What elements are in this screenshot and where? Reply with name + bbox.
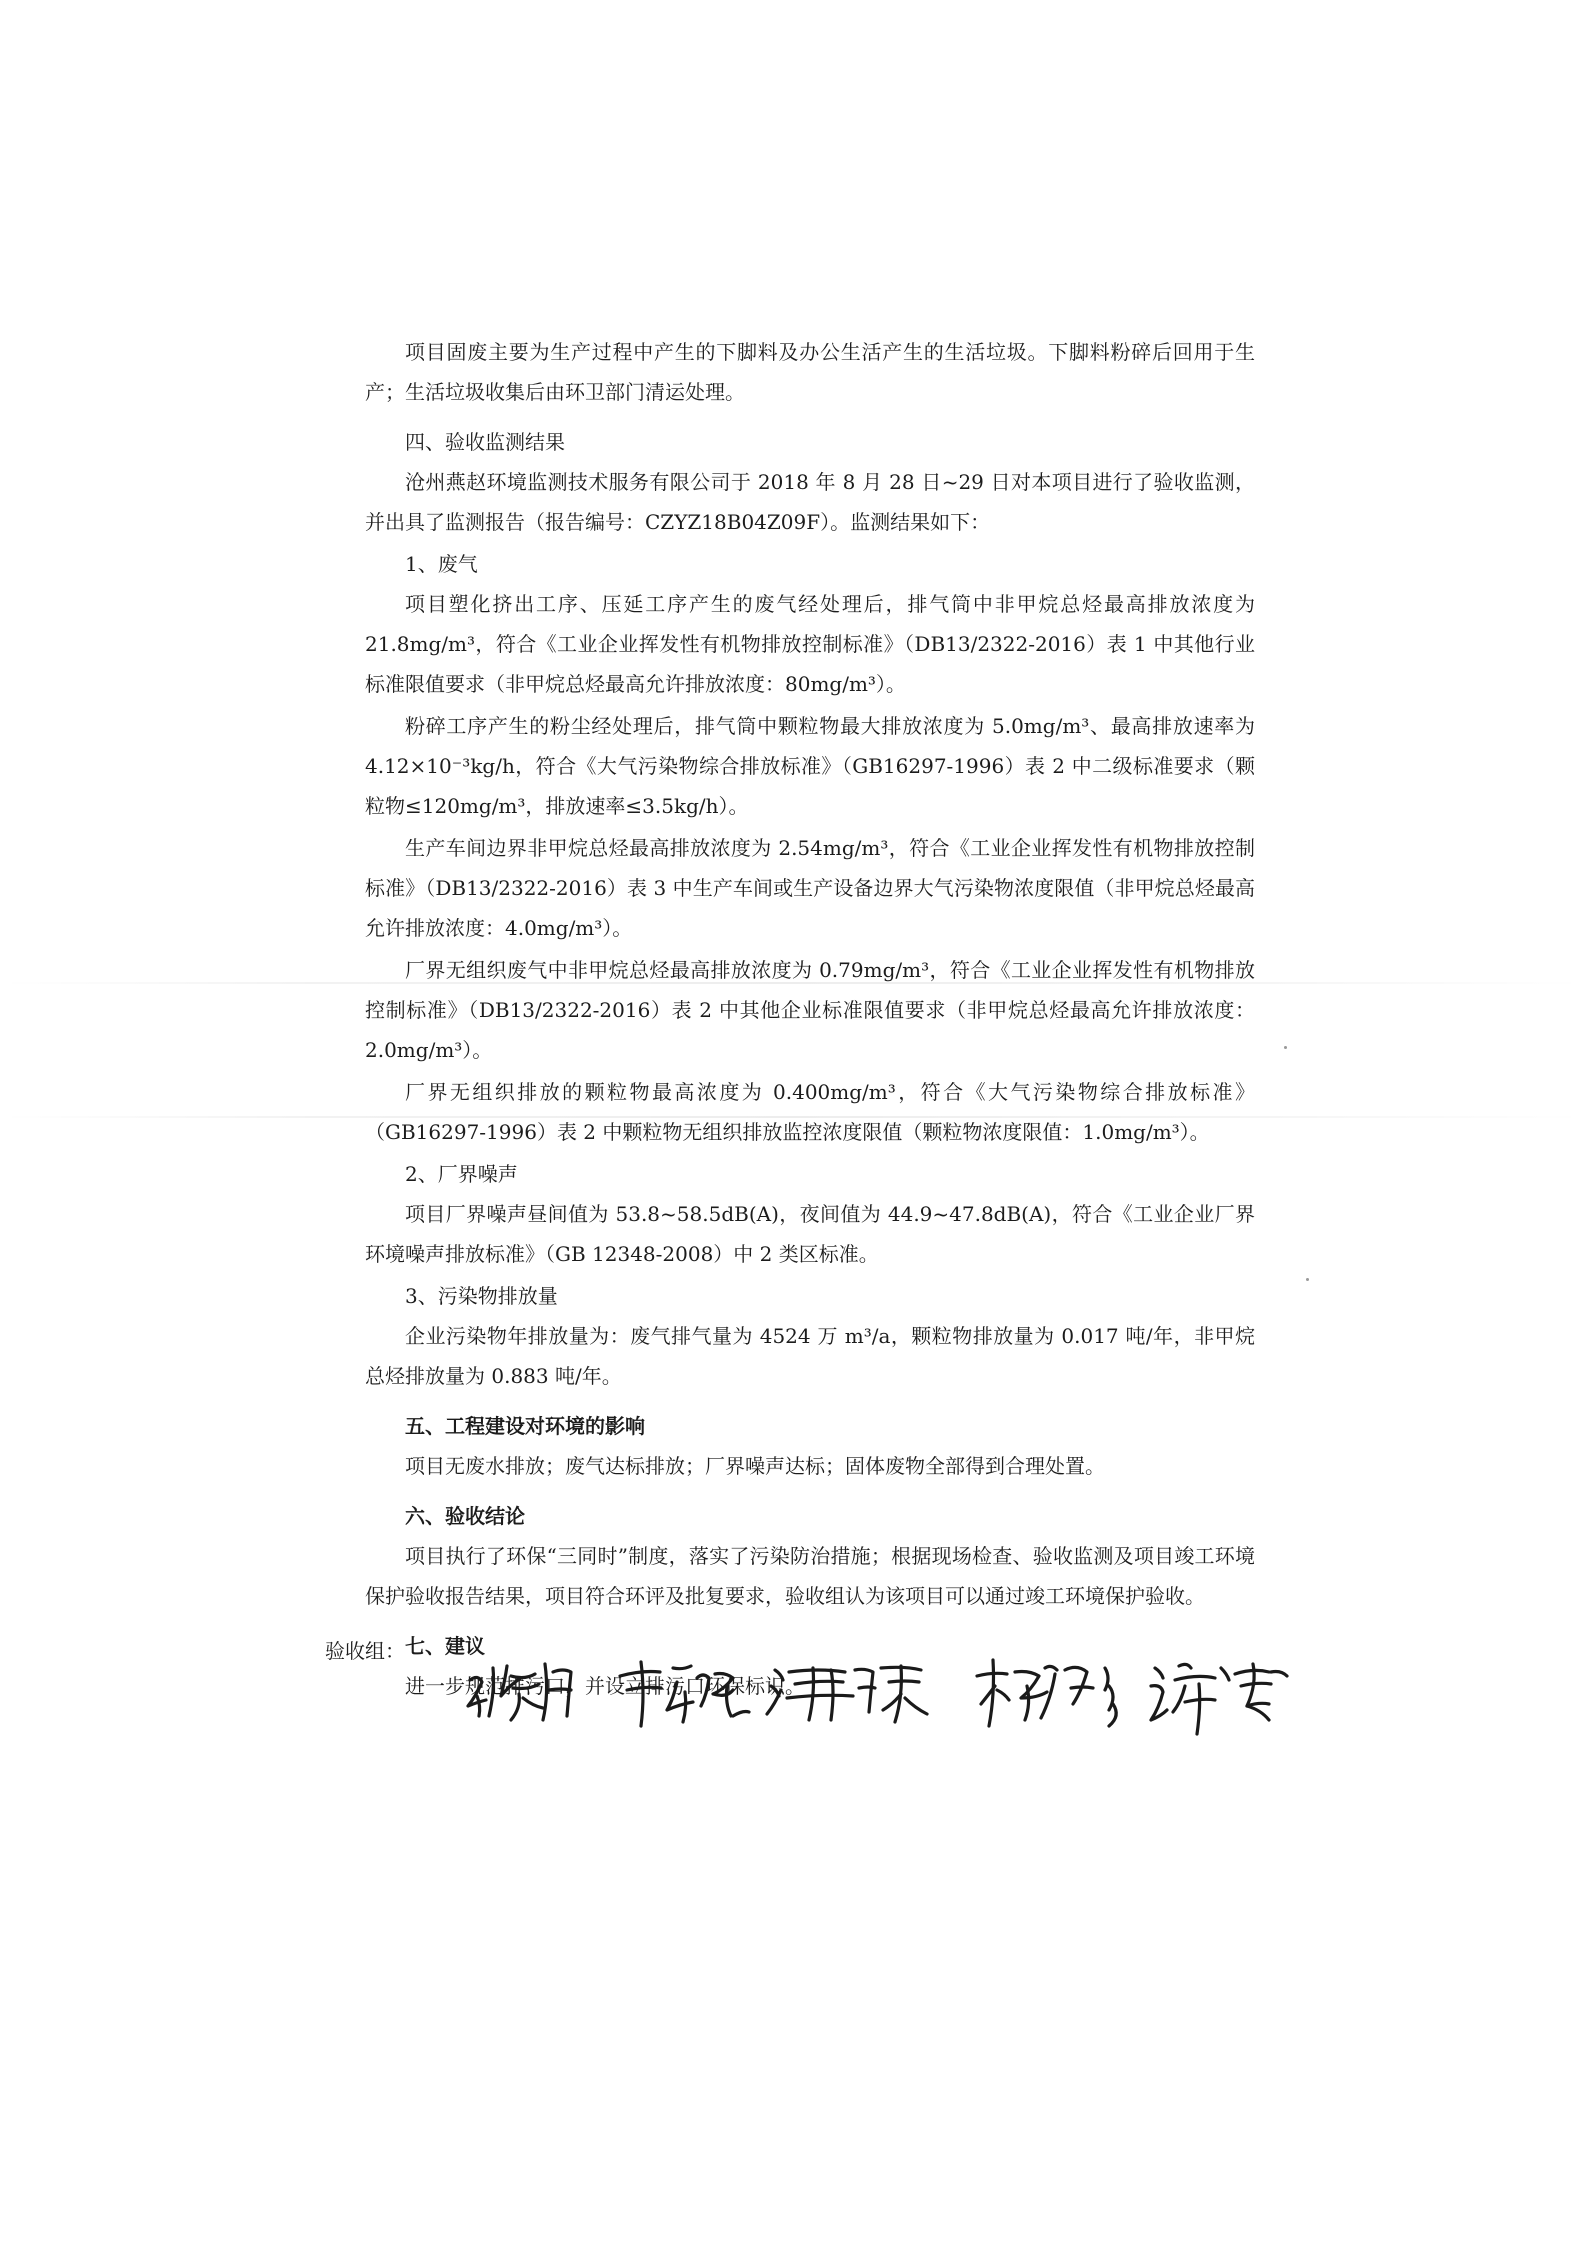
acceptance-group-label: 验收组： [325, 1639, 405, 1663]
section-heading-suggestions: 七、建议 [405, 1634, 485, 1658]
signature-row [325, 1628, 1225, 1738]
paragraph-fugitive-particulate: 厂界无组织排放的颗粒物最高浓度为 0.400mg/m³，符合《大气污染物综合排放标准》（GB16297-1996）表 2 中颗粒物无组织排放监控浓度限值（颗粒物浓度限值：1.0mg/m³）。 [365, 1080, 1255, 1144]
paragraph-conclusion: 项目执行了环保“三同时”制度，落实了污染防治措施；根据现场检查、验收监测及项目竣工环境保护验收报告结果，项目符合环评及批复要求，验收组认为该项目可以通过竣工环境保护验收。 [365, 1544, 1255, 1608]
paragraph-fugitive-nmhc: 厂界无组织废气中非甲烷总烃最高排放浓度为 0.79mg/m³，符合《工业企业挥发性有机物排放控制标准》（DB13/2322-2016）表 2 中其他企业标准限值要求（非甲烷总烃最高允许排放浓度：2.0mg/m³）。 [365, 958, 1255, 1062]
handwritten-signatures [415, 1628, 1295, 1738]
signature-4 [977, 1660, 1116, 1726]
paragraph-waste-gas-dust: 粉碎工序产生的粉尘经处理后，排气筒中颗粒物最大排放浓度为 5.0mg/m³、最高排放速率为 4.12×10⁻³kg/h，符合《大气污染物综合排放标准》（GB16297-1996）表 2 中二级标准要求（颗粒物≤120mg/m³，排放速率≤3.5kg/h）。 [365, 714, 1255, 818]
subheading-boundary-noise: 2、厂界噪声 [405, 1162, 518, 1186]
document-body [365, 332, 1255, 1708]
paragraph-noise-results: 项目厂界噪声昼间值为 53.8~58.5dB(A)，夜间值为 44.9~47.8dB(A)，符合《工业企业厂界环境噪声排放标准》（GB 12348-2008）中 2 类区标准。 [365, 1202, 1255, 1266]
section-heading-monitoring-results: 四、验收监测结果 [405, 430, 565, 454]
signature-3 [767, 1666, 927, 1722]
paragraph-monitoring-intro: 沧州燕赵环境监测技术服务有限公司于 2018 年 8 月 28 日~29 日对本项目进行了验收监测，并出具了监测报告（报告编号：CZYZ18B04Z09F）。监测结果如下： [365, 470, 1255, 534]
signature-1 [468, 1664, 571, 1720]
scan-speck [1284, 1046, 1287, 1049]
paragraph-waste-gas-extrusion: 项目塑化挤出工序、压延工序产生的废气经处理后，排气筒中非甲烷总烃最高排放浓度为 21.8mg/m³，符合《工业企业挥发性有机物排放控制标准》（DB13/2322-2016）表 1 中其他行业标准限值要求（非甲烷总烃最高允许排放浓度：80mg/m³）。 [365, 592, 1255, 696]
paragraph-suggestions: 进一步规范排污口，并设立排污口环保标识。 [405, 1674, 805, 1698]
subheading-waste-gas: 1、废气 [405, 552, 478, 576]
signature-5 [1151, 1664, 1287, 1734]
signature-2 [620, 1662, 749, 1726]
section-heading-environmental-impact: 五、工程建设对环境的影响 [405, 1414, 645, 1438]
paragraph-emission-totals: 企业污染物年排放量为：废气排气量为 4524 万 m³/a，颗粒物排放量为 0.017 吨/年，非甲烷总烃排放量为 0.883 吨/年。 [365, 1324, 1255, 1388]
paragraph-solid-waste: 项目固废主要为生产过程中产生的下脚料及办公生活产生的生活垃圾。下脚料粉碎后回用于生产；生活垃圾收集后由环卫部门清运处理。 [365, 340, 1255, 404]
paragraph-workshop-boundary: 生产车间边界非甲烷总烃最高排放浓度为 2.54mg/m³，符合《工业企业挥发性有机物排放控制标准》（DB13/2322-2016）表 3 中生产车间或生产设备边界大气污染物浓度限值（非甲烷总烃最高允许排放浓度：4.0mg/m³）。 [365, 836, 1255, 940]
scan-speck [1306, 1278, 1309, 1281]
section-heading-conclusion: 六、验收结论 [405, 1504, 525, 1528]
subheading-emission-totals: 3、污染物排放量 [405, 1284, 558, 1308]
paragraph-environmental-impact: 项目无废水排放；废气达标排放；厂界噪声达标；固体废物全部得到合理处置。 [405, 1454, 1105, 1478]
